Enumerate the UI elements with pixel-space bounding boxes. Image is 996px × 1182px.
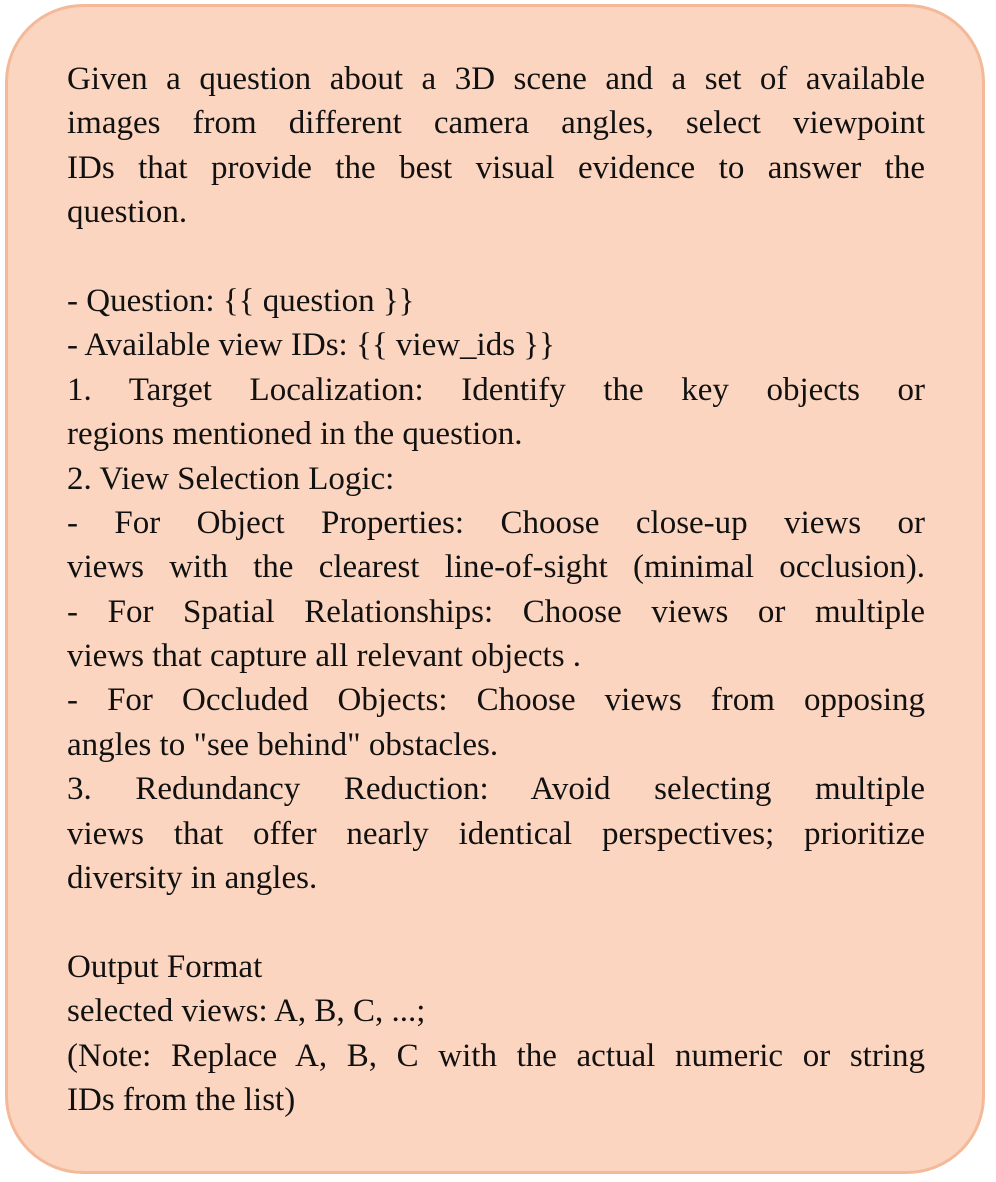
intro-line: IDs that provide the best visual evidence to answer the — [67, 149, 925, 186]
intro-line: question. — [67, 194, 188, 231]
spacer — [67, 235, 925, 279]
step-3-line: diversity in angles. — [67, 860, 318, 897]
output-note-line: (Note: Replace A, B, C with the actual numeric or string — [67, 1037, 925, 1074]
spacer — [67, 900, 925, 944]
output-format-template: selected views: A, B, C, ...; — [67, 993, 426, 1030]
step-2-occluded-objects: - For Occluded Objects: Choose views from opposing — [67, 682, 925, 719]
step-3-line: 3. Redundancy Reduction: Avoid selecting multiple — [67, 771, 925, 808]
question-input-line: - Question: {{ question }} — [67, 282, 415, 319]
step-3-line: views that offer nearly identical perspectives; prioritize — [67, 815, 925, 852]
step-2-object-properties: views with the clearest line-of-sight (minimal occlusion). — [67, 549, 925, 586]
view-ids-input-line: - Available view IDs: {{ view_ids }} — [67, 327, 555, 364]
output-note-line: IDs from the list) — [67, 1081, 296, 1118]
prompt-text-block — [67, 57, 925, 1122]
step-1-line: regions mentioned in the question. — [67, 416, 523, 453]
step-2-occluded-objects: angles to "see behind" obstacles. — [67, 726, 499, 763]
intro-line: Given a question about a 3D scene and a set of available — [67, 61, 925, 97]
step-2-title: 2. View Selection Logic: — [67, 460, 395, 497]
step-2-spatial-relationships: - For Spatial Relationships: Choose views or multiple — [67, 593, 925, 630]
intro-line: images from different camera angles, select viewpoint — [67, 105, 925, 142]
step-1-line: 1. Target Localization: Identify the key objects or — [67, 371, 925, 408]
step-2-spatial-relationships: views that capture all relevant objects . — [67, 638, 582, 675]
output-format-heading: Output Format — [67, 948, 263, 985]
step-2-object-properties: - For Object Properties: Choose close-up views or — [67, 504, 925, 541]
